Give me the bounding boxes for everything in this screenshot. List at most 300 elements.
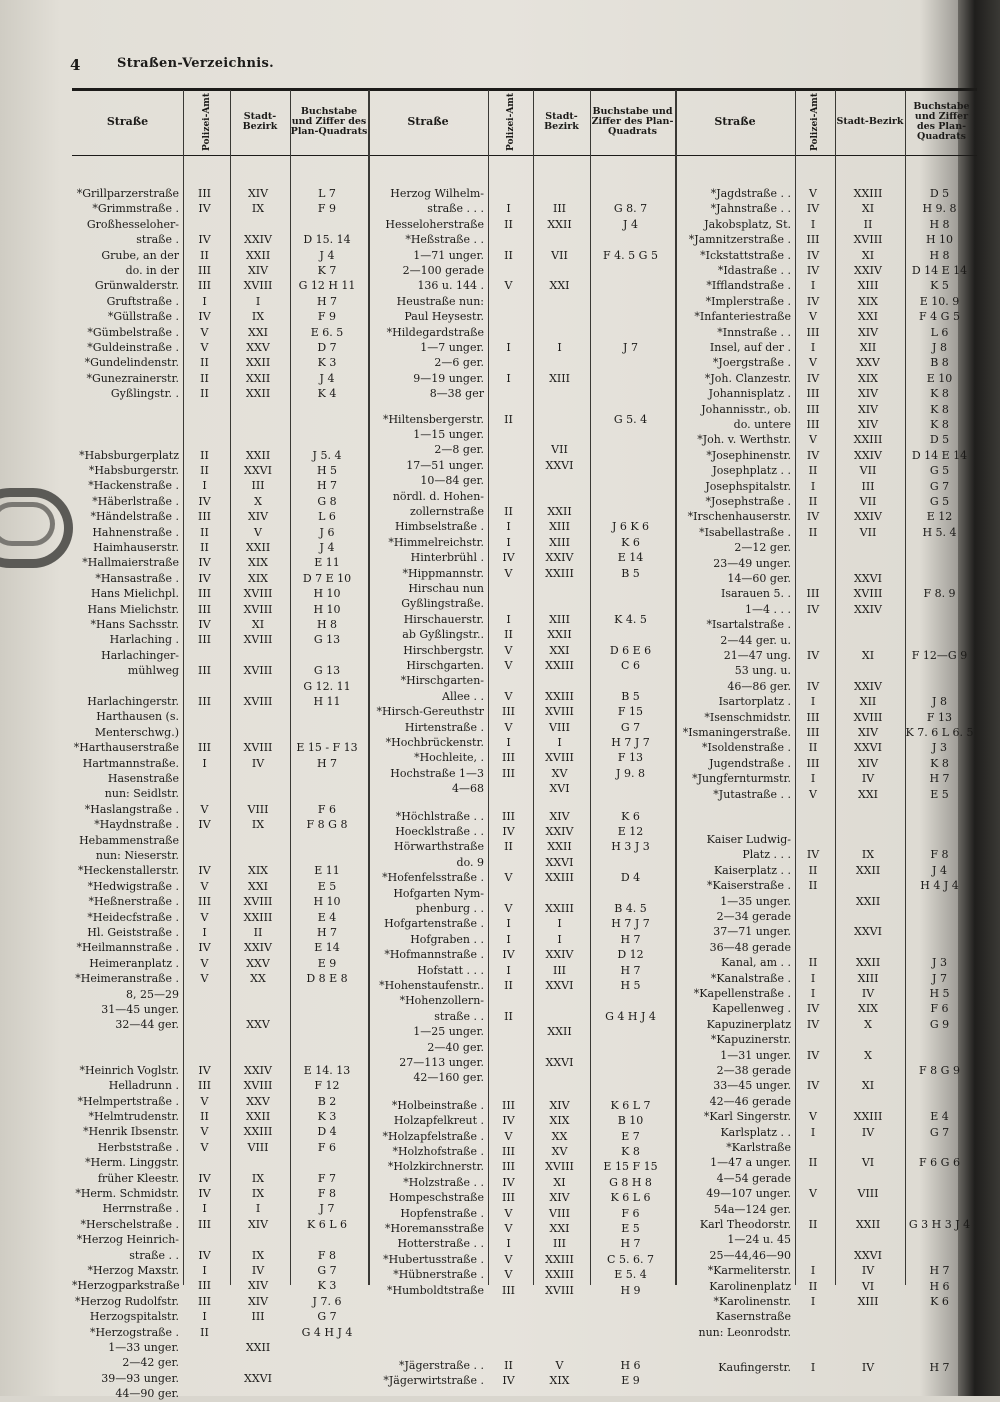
polizei-amt: IV xyxy=(198,1248,211,1262)
polizei-amt: V xyxy=(504,566,513,580)
street-name: *Heinrich Voglstr. xyxy=(79,1063,179,1077)
street-name: 2—40 ger. xyxy=(427,1040,484,1054)
polizei-amt: IV xyxy=(806,1079,820,1093)
street-name: 1—31 unger. xyxy=(720,1048,791,1062)
polizei-amt xyxy=(488,232,529,248)
street-name: *Isenschmidstr. xyxy=(704,710,791,724)
plan-quadrat: B 8 xyxy=(930,356,949,370)
polizei-amt: II xyxy=(200,387,209,401)
polizei-amt xyxy=(795,617,831,633)
polizei-amt: III xyxy=(501,766,516,780)
street-name: Kaiser Ludwig- xyxy=(706,833,791,846)
street-name: 54a—124 ger. xyxy=(713,1202,791,1216)
binder-clip-inner xyxy=(0,502,55,546)
street-name: Herzog Wilhelm- xyxy=(390,187,484,200)
plan-quadrat: F 8 xyxy=(930,848,949,862)
polizei-amt xyxy=(488,473,529,489)
stadt-bezirk xyxy=(835,1202,901,1218)
polizei-amt: III xyxy=(197,1217,212,1231)
plan-quadrat: F 6 xyxy=(317,802,337,816)
street-name: *Jungfernturmstr. xyxy=(692,772,791,786)
stadt-bezirk xyxy=(230,1002,286,1018)
plan-quadrat xyxy=(905,940,974,956)
plan-quadrat xyxy=(590,581,671,597)
polizei-amt: II xyxy=(200,1325,209,1339)
polizei-amt: IV xyxy=(198,864,211,878)
polizei-amt: I xyxy=(506,520,511,534)
header-polizei-amt-text: Polizei-Amt xyxy=(201,92,212,152)
stadt-bezirk: XVIII xyxy=(243,633,273,647)
polizei-amt: I xyxy=(202,479,207,493)
polizei-amt xyxy=(488,581,529,597)
polizei-amt: I xyxy=(202,1202,207,1216)
stadt-bezirk: VIII xyxy=(247,1140,269,1154)
street-name: *Jahnstraße . . xyxy=(710,202,791,216)
street-name: Kapuzinerplatz xyxy=(706,1017,791,1031)
plan-quadrat: B 5 xyxy=(621,689,640,703)
plan-quadrat: J 8 xyxy=(932,341,947,354)
street-name: Heustraße nun: xyxy=(396,294,484,308)
polizei-amt xyxy=(488,1024,529,1040)
polizei-amt: III xyxy=(197,587,212,601)
street-name: *Joh. v. Werthstr. xyxy=(697,433,791,447)
polizei-amt: I xyxy=(506,612,511,626)
stadt-bezirk: VIII xyxy=(549,1206,570,1220)
stadt-bezirk: XXIV xyxy=(854,510,882,524)
street-name: Menterschwg.) xyxy=(94,725,179,739)
plan-quadrat: H 7 xyxy=(316,756,338,770)
polizei-amt: V xyxy=(200,1125,209,1139)
plan-quadrat: F 13 xyxy=(617,751,644,765)
polizei-amt xyxy=(488,325,529,341)
plan-quadrat: H 7 xyxy=(929,1264,950,1278)
stadt-bezirk: XXI xyxy=(857,787,878,801)
plan-quadrat xyxy=(290,1232,364,1248)
polizei-amt: II xyxy=(808,1279,818,1293)
plan-quadrat: H 10 xyxy=(313,895,341,909)
polizei-amt: III xyxy=(806,233,820,247)
street-name: *Gundelindenstr. xyxy=(84,356,179,370)
stadt-bezirk: XXII xyxy=(547,840,572,854)
stadt-bezirk: XIII xyxy=(549,535,570,549)
plan-quadrat: E 11 xyxy=(314,556,340,570)
polizei-amt xyxy=(795,1171,831,1187)
street-name: ab Gyßlingstr.. xyxy=(402,628,484,642)
stadt-bezirk: XXII xyxy=(547,505,572,518)
polizei-amt: IV xyxy=(502,1114,515,1128)
stadt-bezirk xyxy=(230,679,286,695)
polizei-amt xyxy=(488,673,529,689)
street-name: *Isoldenstraße . xyxy=(702,741,791,755)
polizei-amt: V xyxy=(504,279,513,293)
plan-quadrat: J 9. 8 xyxy=(616,766,645,780)
street-name: 2—12 ger. xyxy=(734,541,791,555)
stadt-bezirk: XIV xyxy=(857,418,879,431)
polizei-amt: II xyxy=(504,840,513,854)
stadt-bezirk: XXIV xyxy=(244,233,272,247)
stadt-bezirk: IX xyxy=(861,848,875,862)
street-name: *Herzogparkstraße xyxy=(72,1279,180,1293)
street-name: *Herzogstraße . xyxy=(89,1325,179,1339)
street-name: 2—38 gerade xyxy=(716,1064,791,1077)
street-name: 14—60 ger. xyxy=(727,572,791,585)
stadt-bezirk: XIX xyxy=(247,556,268,570)
street-name: Harthausen (s. xyxy=(96,710,179,724)
plan-quadrat: H 8 xyxy=(929,248,950,262)
street-name: *Hohenstaufenstr.. xyxy=(379,979,484,992)
street-name: 21—47 ung. xyxy=(723,649,791,662)
polizei-amt: V xyxy=(200,1140,209,1154)
polizei-amt xyxy=(488,186,529,202)
street-name: Himbselstraße . xyxy=(395,520,484,534)
stadt-bezirk: XX xyxy=(551,1129,568,1143)
plan-quadrat: H 7 J 7 xyxy=(611,736,650,749)
plan-quadrat xyxy=(290,1155,364,1171)
stadt-bezirk: XXIV xyxy=(854,602,882,616)
plan-quadrat xyxy=(590,427,671,443)
plan-quadrat: K 4 xyxy=(317,387,337,401)
stadt-bezirk: XXII xyxy=(855,1218,881,1231)
polizei-amt: V xyxy=(504,643,513,657)
polizei-amt: III xyxy=(197,1294,212,1308)
street-name: 1—71 unger. xyxy=(413,248,484,262)
stadt-bezirk: XIV xyxy=(549,1191,570,1205)
polizei-amt: V xyxy=(200,972,209,986)
stadt-bezirk: XIV xyxy=(549,1098,570,1112)
street-name: Johannisplatz . xyxy=(708,387,791,401)
street-name: *Isabellastraße . xyxy=(699,525,791,539)
polizei-amt: II xyxy=(504,217,513,231)
stadt-bezirk: XXIV xyxy=(545,948,574,962)
polizei-amt xyxy=(183,771,226,787)
street-name: Harlachinger- xyxy=(101,648,179,662)
plan-quadrat xyxy=(590,294,671,310)
street-name: *Holbeinstraße . xyxy=(391,1098,484,1112)
polizei-amt xyxy=(488,1040,529,1056)
plan-quadrat: J 7 xyxy=(319,1202,335,1216)
polizei-amt: I xyxy=(810,279,816,293)
stadt-bezirk: XIII xyxy=(857,971,879,985)
plan-quadrat: E 6. 5 xyxy=(310,325,344,339)
street-name: Gyßlingstraße. xyxy=(401,597,484,611)
street-name: *Karmeliterstr. xyxy=(707,1264,791,1278)
polizei-amt: IV xyxy=(806,1002,820,1016)
plan-quadrat: K 3 xyxy=(317,1110,337,1123)
stadt-bezirk: XXVI xyxy=(854,1248,882,1262)
street-name: 42—46 gerade xyxy=(709,1094,791,1108)
plan-quadrat: H 7 xyxy=(620,963,641,977)
plan-quadrat xyxy=(590,371,671,387)
stadt-bezirk: XXIII xyxy=(545,1268,574,1282)
plan-quadrat xyxy=(905,556,974,572)
polizei-amt xyxy=(183,217,226,233)
street-name: mühlweg xyxy=(127,664,179,678)
street-name: *Joergstraße . xyxy=(712,356,791,370)
plan-quadrat xyxy=(290,709,364,725)
street-name: *Haslangstraße . xyxy=(84,802,179,816)
stadt-bezirk: XI xyxy=(861,1079,875,1093)
plan-quadrat: G 5 xyxy=(929,495,950,508)
plan-quadrat xyxy=(290,833,364,849)
stadt-bezirk: I xyxy=(255,294,261,308)
polizei-amt: II xyxy=(200,448,209,462)
header-strasse xyxy=(368,92,488,152)
polizei-amt: IV xyxy=(198,1171,211,1185)
plan-quadrat: H 10 xyxy=(313,602,341,616)
polizei-amt xyxy=(183,1386,226,1402)
street-name: *Hohenzollern- xyxy=(399,994,484,1008)
plan-quadrat xyxy=(590,186,671,202)
plan-quadrat: L 6 xyxy=(930,325,949,339)
plan-quadrat: G 3 H 3 J 4 xyxy=(908,1218,971,1231)
stadt-bezirk: XVIII xyxy=(545,1160,574,1174)
stadt-bezirk: III xyxy=(552,202,567,216)
street-name: Kapellenweg . xyxy=(712,1002,791,1016)
plan-quadrat xyxy=(590,386,671,402)
stadt-bezirk xyxy=(533,596,586,612)
plan-quadrat: G 12. 11 xyxy=(303,679,351,693)
street-name: *Joh. Clanzestr. xyxy=(704,371,791,385)
polizei-amt: III xyxy=(501,809,516,823)
polizei-amt: III xyxy=(197,695,212,708)
header-strasse xyxy=(72,92,183,152)
header-strasse-text: Straße xyxy=(714,115,756,128)
stadt-bezirk: XXVI xyxy=(244,464,272,477)
polizei-amt: IV xyxy=(502,551,515,565)
street-name: *Isartalstraße . xyxy=(706,618,791,632)
street-name: *Guldeinstraße . xyxy=(87,341,179,354)
header-stadt-bezirk xyxy=(533,92,590,152)
plan-quadrat xyxy=(905,617,974,633)
stadt-bezirk: IV xyxy=(861,1125,875,1139)
stadt-bezirk: VIII xyxy=(857,1187,879,1201)
plan-quadrat: E 5 xyxy=(621,1222,640,1235)
stadt-bezirk xyxy=(533,232,586,248)
stadt-bezirk: XIV xyxy=(857,325,879,339)
street-name: Heimeranplatz . xyxy=(89,956,179,970)
street-name: 8, 25—29 xyxy=(126,987,179,1001)
plan-quadrat: D 14 E 14 xyxy=(911,264,968,277)
plan-quadrat: G 13 xyxy=(313,633,341,647)
polizei-amt: V xyxy=(504,1129,513,1143)
header-plan-quadrat xyxy=(905,92,978,152)
plan-quadrat: K 4. 5 xyxy=(614,612,647,626)
street-name: *Helmtrudenstr. xyxy=(88,1110,179,1123)
plan-quadrat: G 8 H 8 xyxy=(609,1175,652,1189)
polizei-amt: IV xyxy=(806,294,820,308)
stadt-bezirk: XIII xyxy=(549,520,570,534)
polizei-amt: IV xyxy=(806,448,820,462)
street-name: 8—38 ger xyxy=(429,387,484,401)
header-plan-quadrat-text: Buchstabe und Ziffer des Plan-Quadrats xyxy=(591,106,674,137)
street-name: *Karlstraße xyxy=(726,1141,791,1154)
polizei-amt: V xyxy=(809,433,817,447)
polizei-amt: IV xyxy=(198,202,211,216)
plan-quadrat xyxy=(290,648,364,664)
street-name: Jugendstraße . xyxy=(709,756,791,770)
street-name: Harlachingerstr. xyxy=(87,695,179,708)
street-name: *Heßnerstraße . xyxy=(88,895,179,909)
polizei-amt xyxy=(795,1032,831,1048)
street-name: *Hubertusstraße . xyxy=(383,1252,484,1266)
polizei-amt: I xyxy=(810,1264,816,1278)
polizei-amt: IV xyxy=(806,264,820,277)
plan-quadrat: J 6 K 6 xyxy=(611,520,650,534)
street-name: *Humboldtstraße xyxy=(387,1283,484,1297)
street-name: 39—93 unger. xyxy=(101,1371,179,1385)
polizei-amt: I xyxy=(202,1264,207,1277)
street-name: Hoecklstraße . . xyxy=(395,825,484,838)
header-strasse-text: Straße xyxy=(407,115,449,128)
street-name: *Hackenstraße . xyxy=(88,479,179,493)
polizei-amt: II xyxy=(504,248,513,262)
plan-quadrat: E 7 xyxy=(621,1129,640,1143)
street-name: *Händelstraße . xyxy=(90,510,179,524)
street-name: *Herm. Schmidstr. xyxy=(75,1187,179,1200)
stadt-bezirk: IX xyxy=(251,818,265,832)
polizei-amt xyxy=(183,679,226,695)
street-name: Hl. Geiststraße . xyxy=(87,926,179,939)
polizei-amt: IV xyxy=(502,948,515,962)
polizei-amt: V xyxy=(200,910,209,924)
polizei-amt xyxy=(795,1248,831,1264)
plan-quadrat: J 3 xyxy=(932,741,947,755)
stadt-bezirk: XI xyxy=(861,248,875,262)
stadt-bezirk: XXII xyxy=(245,371,271,385)
street-name: *Irschenhauserstr. xyxy=(687,510,791,524)
polizei-amt: V xyxy=(504,1252,513,1266)
stadt-bezirk: XIII xyxy=(549,371,570,385)
plan-quadrat xyxy=(905,1248,974,1264)
street-name: *Holzstraße . . xyxy=(403,1175,484,1189)
plan-quadrat xyxy=(905,1186,974,1202)
stadt-bezirk xyxy=(533,325,586,341)
street-name: *Ifflandstraße . xyxy=(706,279,791,293)
polizei-amt: II xyxy=(808,741,818,755)
street-name: Herbststraße . xyxy=(97,1140,179,1154)
plan-quadrat: H 6 xyxy=(929,1279,950,1293)
street-name: *Hochleite, . xyxy=(414,751,484,765)
plan-quadrat xyxy=(590,886,671,902)
polizei-amt: V xyxy=(504,659,513,672)
street-name: 1—24 u. 45 xyxy=(727,1233,791,1247)
header-plan-quadrat-text: Buchstabe und Ziffer des Plan-Quadrats xyxy=(913,101,970,142)
street-name: *Implerstraße . xyxy=(705,294,791,308)
plan-quadrat: E 11 xyxy=(314,864,340,878)
polizei-amt: III xyxy=(197,602,212,616)
polizei-amt: I xyxy=(810,772,816,786)
plan-quadrat: J 6 xyxy=(319,525,335,539)
polizei-amt xyxy=(795,924,831,940)
stadt-bezirk: XXIV xyxy=(854,264,882,277)
plan-quadrat: J 7 xyxy=(932,971,947,985)
plan-quadrat: K 6 L 6 xyxy=(306,1217,347,1231)
street-name: *Hiltensbergerstr. xyxy=(382,412,484,426)
polizei-amt xyxy=(488,993,529,1009)
stadt-bezirk: XVIII xyxy=(545,1283,574,1297)
plan-quadrat: D 8 E 8 xyxy=(306,972,348,986)
street-name: *Häberlstraße . xyxy=(92,494,179,508)
street-name: Kaiserplatz . . xyxy=(713,863,791,877)
stadt-bezirk: XXII xyxy=(245,1110,271,1123)
header-stadt-bezirk xyxy=(835,92,905,152)
stadt-bezirk: VI xyxy=(861,1279,875,1293)
plan-quadrat: F 8 G 9 xyxy=(919,1064,960,1077)
plan-quadrat: H 7 xyxy=(929,772,950,786)
polizei-amt: I xyxy=(506,371,511,385)
plan-quadrat: F 7 xyxy=(317,1171,337,1185)
polizei-amt: III xyxy=(197,741,212,755)
polizei-amt: I xyxy=(810,987,816,1000)
polizei-amt xyxy=(795,556,831,572)
top-rule xyxy=(72,88,977,91)
stadt-bezirk: XXI xyxy=(857,310,878,324)
street-name: *Hallmaierstraße xyxy=(82,556,179,570)
plan-quadrat xyxy=(590,1070,671,1086)
plan-quadrat: G 7 xyxy=(317,1310,337,1324)
polizei-amt xyxy=(183,648,226,664)
polizei-amt: I xyxy=(202,1310,207,1324)
plan-quadrat: E 5. 4 xyxy=(614,1268,647,1282)
street-name: Harlaching . xyxy=(109,633,179,647)
stadt-bezirk: VIII xyxy=(247,802,269,816)
stadt-bezirk: XIX xyxy=(549,1374,570,1388)
plan-quadrat: E 14. 13 xyxy=(303,1063,351,1077)
street-name: *Herzog Rudolfstr. xyxy=(74,1294,179,1308)
plan-quadrat: F 9 xyxy=(317,202,337,216)
street-name: *Heßstraße . . xyxy=(405,233,484,247)
polizei-amt xyxy=(488,442,529,458)
stadt-bezirk: XXIII xyxy=(545,659,574,672)
stadt-bezirk: VII xyxy=(859,525,877,539)
polizei-amt xyxy=(183,786,226,802)
polizei-amt: V xyxy=(504,1206,513,1220)
polizei-amt: IV xyxy=(198,310,211,324)
street-name: Hofgartenstraße . xyxy=(384,917,484,931)
plan-quadrat: E 12 xyxy=(926,510,953,524)
plan-quadrat xyxy=(590,473,671,489)
plan-quadrat: K 6 L 6 xyxy=(610,1191,651,1205)
plan-quadrat: K 8 xyxy=(930,387,949,401)
street-name: Platz . . . xyxy=(742,848,791,862)
plan-quadrat: H 10 xyxy=(925,233,954,247)
street-name: do. 9 xyxy=(456,855,484,869)
plan-quadrat: L 6 xyxy=(318,510,336,524)
plan-quadrat xyxy=(590,309,671,325)
stadt-bezirk: XIV xyxy=(549,809,570,823)
polizei-amt xyxy=(488,596,529,612)
stadt-bezirk xyxy=(835,1325,901,1341)
polizei-amt: III xyxy=(501,1145,516,1158)
polizei-amt: V xyxy=(809,787,817,801)
stadt-bezirk: XV xyxy=(551,1145,568,1158)
stadt-bezirk xyxy=(230,725,286,741)
plan-quadrat: G 7 xyxy=(929,479,950,493)
stadt-bezirk: XIX xyxy=(857,294,878,308)
polizei-amt: V xyxy=(504,720,513,734)
street-name: 33—45 unger. xyxy=(713,1079,791,1093)
plan-quadrat xyxy=(590,504,671,520)
polizei-amt xyxy=(488,1070,529,1086)
polizei-amt xyxy=(183,1232,226,1248)
plan-quadrat: K 6 xyxy=(621,809,640,823)
street-name: *Heidecfstraße . xyxy=(87,910,179,924)
plan-quadrat: D 12 xyxy=(617,948,644,962)
plan-quadrat: F 6 G 6 xyxy=(919,1156,960,1170)
street-name: 27—113 unger. xyxy=(399,1056,484,1069)
street-name: do. in der xyxy=(125,264,179,277)
stadt-bezirk: I xyxy=(255,1202,261,1216)
